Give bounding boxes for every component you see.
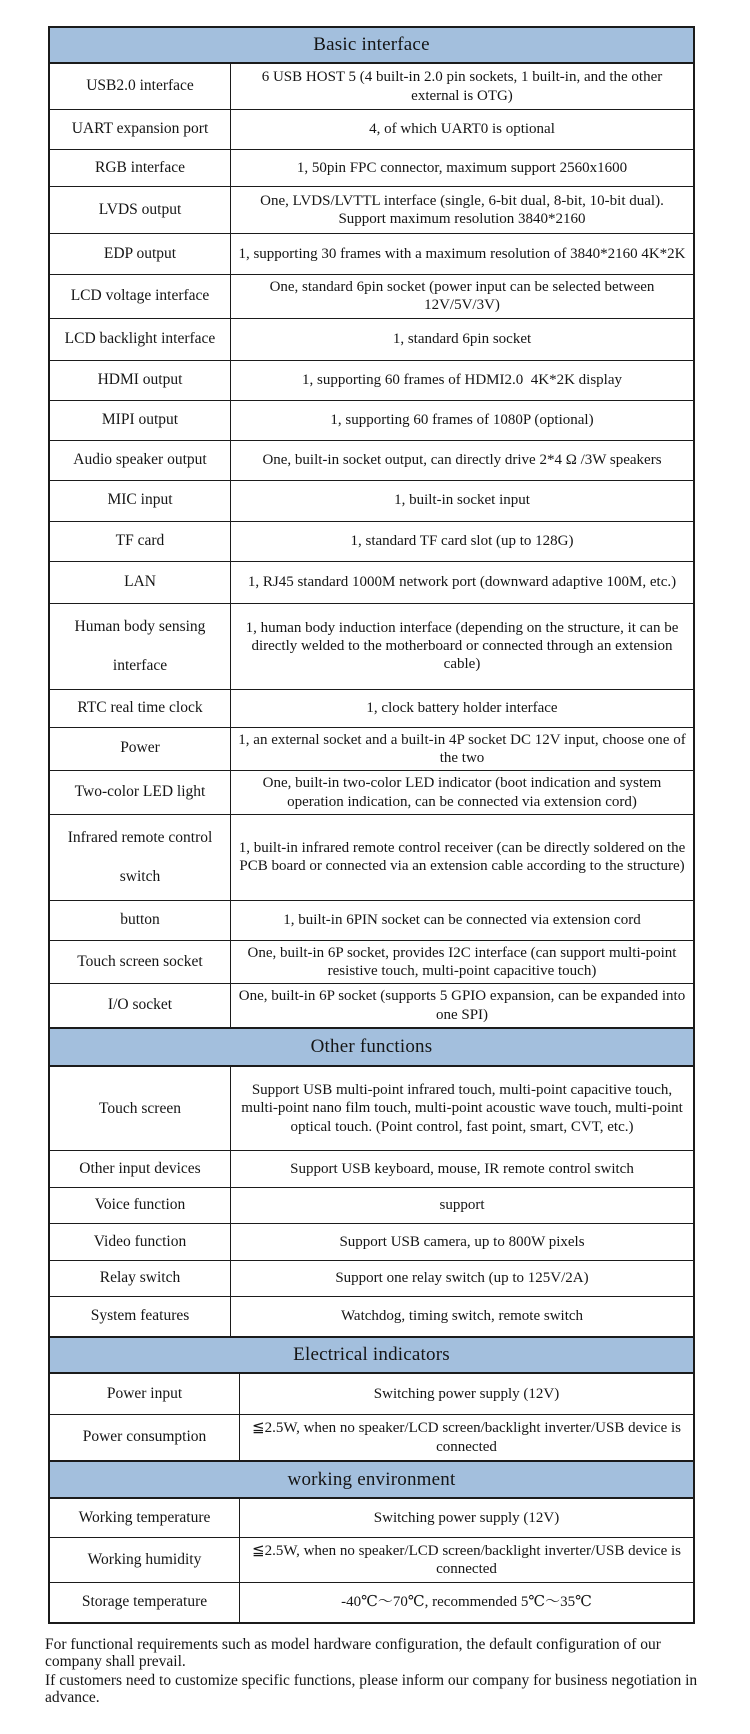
spec-value: -40℃～70℃, recommended 5℃～35℃	[341, 1594, 592, 1611]
spec-label: Relay switch	[50, 1261, 231, 1296]
spec-row	[50, 1582, 693, 1622]
spec-label: Touch screen socket	[50, 941, 231, 984]
spec-label: HDMI output	[50, 361, 231, 400]
spec-label: LAN	[50, 562, 231, 603]
spec-label: TF card	[50, 522, 231, 561]
spec-row	[50, 1537, 693, 1582]
spec-label: Human body sensing interface	[50, 604, 231, 689]
spec-label: Video function	[50, 1224, 231, 1260]
spec-value: 1, human body induction interface (depending on the structure, it can be directly welded to the motherboard or connected through an extension cable)	[245, 619, 679, 673]
spec-label: I/O socket	[50, 984, 231, 1027]
spec-label: System features	[50, 1297, 231, 1336]
spec-value: 1, supporting 60 frames of 1080P (optional)	[330, 411, 594, 428]
spec-label: Power input	[50, 1374, 240, 1414]
spec-label: LVDS output	[50, 187, 231, 233]
spec-row	[50, 480, 693, 521]
footer-line: For functional requirements such as model hardware configuration, the default configuration of our company shall prevail.	[45, 1636, 661, 1671]
section-header: Other functions	[50, 1027, 693, 1067]
spec-row	[50, 1414, 693, 1460]
spec-row	[50, 186, 693, 233]
spec-row	[50, 1187, 693, 1223]
spec-row	[50, 64, 693, 109]
spec-value: Switching power supply (12V)	[373, 1509, 560, 1526]
spec-row	[50, 1260, 693, 1296]
spec-label: RTC real time clock	[50, 690, 231, 727]
spec-value: 1, RJ45 standard 1000M network port (downward adaptive 100M, etc.)	[247, 573, 677, 590]
spec-label: LCD voltage interface	[50, 275, 231, 318]
spec-label: EDP output	[50, 234, 231, 274]
spec-table	[48, 26, 695, 1624]
spec-value: Support USB camera, up to 800W pixels	[339, 1233, 585, 1250]
spec-row	[50, 727, 693, 771]
spec-row	[50, 400, 693, 440]
spec-value: 6 USB HOST 5 (4 built-in 2.0 pin sockets, 1 built-in, and the other external is OTG)	[261, 69, 663, 104]
spec-row	[50, 900, 693, 940]
spec-label: Audio speaker output	[50, 441, 231, 480]
spec-row	[50, 440, 693, 480]
spec-value: Support USB keyboard, mouse, IR remote control switch	[290, 1160, 634, 1177]
spec-row	[50, 360, 693, 400]
spec-label: Touch screen	[50, 1067, 231, 1150]
spec-value: ≦2.5W, when no speaker/LCD screen/backlight inverter/USB device is connected	[252, 1420, 681, 1455]
spec-label: Storage temperature	[50, 1583, 240, 1622]
spec-value: 1, standard TF card slot (up to 128G)	[350, 532, 574, 549]
spec-row	[50, 274, 693, 318]
spec-label: Two-color LED light	[50, 771, 231, 814]
spec-value: Support one relay switch (up to 125V/2A)	[335, 1270, 589, 1287]
spec-value: One, built-in 6P socket (supports 5 GPIO expansion, can be expanded into one SPI)	[238, 988, 686, 1023]
spec-value: Watchdog, timing switch, remote switch	[340, 1308, 584, 1325]
spec-row	[50, 233, 693, 274]
spec-value: One, standard 6pin socket (power input can be selected between 12V/5V/3V)	[269, 279, 655, 314]
section-header: working environment	[50, 1460, 693, 1499]
spec-value: 1, built-in infrared remote control receiver (can be directly soldered on the PCB board or connected via an extension cable according to the structure)	[238, 840, 686, 875]
section-header: Electrical indicators	[50, 1336, 693, 1374]
spec-label: MIPI output	[50, 401, 231, 440]
spec-row	[50, 940, 693, 984]
spec-label: LCD backlight interface	[50, 319, 231, 360]
spec-row	[50, 1223, 693, 1260]
spec-value: Switching power supply (12V)	[373, 1385, 560, 1402]
spec-value: 4, of which UART0 is optional	[369, 121, 555, 138]
spec-row	[50, 1067, 693, 1150]
spec-value: 1, an external socket and a built-in 4P socket DC 12V input, choose one of the two	[238, 731, 686, 766]
spec-value: 1, built-in socket input	[394, 492, 530, 509]
spec-label: Power consumption	[50, 1415, 240, 1460]
spec-row	[50, 603, 693, 689]
spec-row	[50, 149, 693, 186]
spec-row	[50, 318, 693, 360]
footer-line: If customers need to customize specific functions, please inform our company for business negotiation in advance.	[45, 1671, 698, 1707]
spec-row	[50, 770, 693, 814]
spec-row	[50, 983, 693, 1027]
spec-row	[50, 1296, 693, 1336]
spec-label: Infrared remote control switch	[50, 815, 231, 900]
spec-value: 1, 50pin FPC connector, maximum support 2560x1600	[296, 159, 628, 176]
footer-notes	[45, 1636, 717, 1707]
spec-row	[50, 814, 693, 900]
spec-value: One, built-in 6P socket, provides I2C interface (can support multi-point resistive touch, multi-point capacitive touch)	[247, 944, 677, 980]
section-header: Basic interface	[50, 28, 693, 64]
spec-value: 1, built-in 6PIN socket can be connected via extension cord	[283, 912, 641, 929]
spec-row	[50, 1374, 693, 1414]
spec-label: Other input devices	[50, 1151, 231, 1187]
spec-row	[50, 1150, 693, 1187]
spec-row	[50, 521, 693, 561]
spec-value: One, LVDS/LVTTL interface (single, 6-bit dual, 8-bit, 10-bit dual). Support maximum resolution 3840*2160	[260, 192, 664, 227]
spec-value: 1, supporting 30 frames with a maximum resolution of 3840*2160 4K*2K	[238, 245, 686, 262]
spec-value: 1, clock battery holder interface	[366, 699, 558, 716]
spec-value: 1, standard 6pin socket	[392, 330, 532, 347]
spec-value: ≦2.5W, when no speaker/LCD screen/backlight inverter/USB device is connected	[252, 1542, 681, 1578]
spec-value: One, built-in two-color LED indicator (boot indication and system operation indication, can be connected via extension cord)	[262, 775, 662, 810]
spec-label: RGB interface	[50, 150, 231, 186]
spec-label: Working humidity	[50, 1538, 240, 1582]
spec-row	[50, 689, 693, 727]
spec-label: UART expansion port	[50, 110, 231, 149]
spec-value: 1, supporting 60 frames of HDMI2.0 4K*2K display	[302, 371, 622, 388]
spec-label: Voice function	[50, 1188, 231, 1223]
spec-row	[50, 109, 693, 149]
spec-value: support	[439, 1197, 485, 1214]
spec-label: button	[50, 901, 231, 940]
spec-value: Support USB multi-point infrared touch, multi-point capacitive touch, multi-point nano film touch, multi-point acoustic wave touch, multi-point optical touch. (Point control, fast point, smart, CVT, etc.)	[241, 1082, 683, 1135]
spec-value: One, built-in socket output, can directly drive 2*4 Ω /3W speakers	[262, 451, 662, 468]
spec-label: Working temperature	[50, 1499, 240, 1537]
spec-label: MIC input	[50, 481, 231, 521]
spec-label: USB2.0 interface	[50, 64, 231, 109]
spec-row	[50, 1499, 693, 1537]
spec-label: Power	[50, 728, 231, 771]
spec-row	[50, 561, 693, 603]
